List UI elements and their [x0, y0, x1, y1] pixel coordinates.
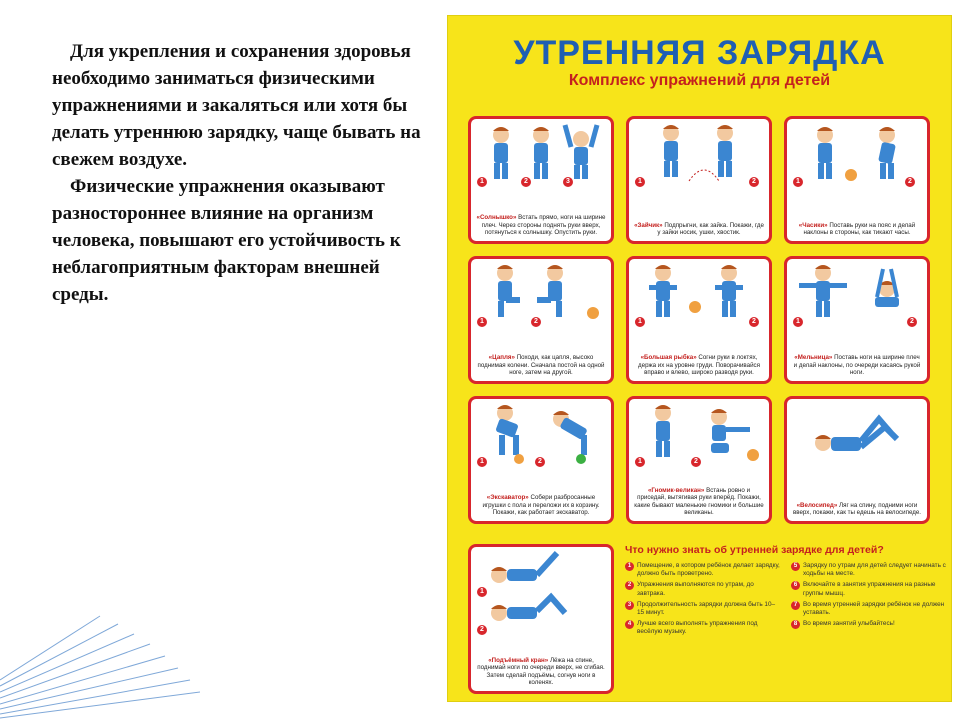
step-number: 1 — [477, 177, 487, 187]
tip-text: Помещение, в котором ребёнок делает зарядку, должно быть проветрено. — [637, 562, 780, 578]
exercise-caption: «Часики» Поставь руки на пояс и делай наклоны в стороны, как тикают часы. — [798, 221, 916, 237]
exercise-caption: «Велосипед» Ляг на спину, подними ноги вверх, покажи, как ты едешь на велосипеде. — [792, 501, 922, 517]
exercise-caption: «Цапля» Походи, как цапля, высоко поднимая колени. Сначала постой на одной ноге, затем на другой. — [477, 354, 605, 377]
step-number: 1 — [635, 177, 645, 187]
step-number: 3 — [563, 177, 573, 187]
exercise-caption: «Солнышко» Встать прямо, ноги на ширине плеч. Через стороны поднять руки вверх, потянуться к солнышку. Опустить руки. — [476, 214, 606, 237]
morning-exercise-poster — [447, 15, 952, 702]
paragraph-1: Для укрепления и сохранения здоровья необходимо заниматься физическими упражнениями и закаляться или хотя бы делать утреннюю зарядку, чаще бывать на свежем воздухе. — [52, 41, 421, 170]
exercise-card-gnome — [626, 396, 772, 524]
step-number: 1 — [635, 457, 645, 467]
tip-text: Продолжительность зарядки должна быть 10–15 минут. — [637, 600, 776, 617]
tip-text: Включайте в занятия упражнения на разные группы мышц. — [803, 581, 936, 597]
step-number: 1 — [635, 317, 645, 327]
exercise-caption: «Гномик-великан» Встань ровно и приседай, вытягивая руки вперёд. Покажи, какие бывают маленькие гномики и большие великаны. — [634, 486, 764, 517]
tips-column-right: 5 Зарядку по утрам для детей следует начинать с ходьбы на месте. 6 Включайте в занятия упражнения на разные группы мышц. 7 Во время утренней зарядки ребёнок не должен уставать. 8 Во время занятий улыбайтесь! — [791, 562, 947, 640]
tip-text: Зарядку по утрам для детей следует начинать с ходьбы на месте. — [803, 562, 946, 578]
step-number: 1 — [477, 457, 487, 467]
exercise-card-heron — [468, 256, 614, 384]
exercise-card-fish — [626, 256, 772, 384]
step-number: 2 — [521, 177, 531, 187]
poster-title: УТРЕННЯЯ ЗАРЯДКА — [513, 34, 886, 72]
tip-text: Упражнения выполняются по утрам, до завтрака. — [637, 581, 754, 597]
exercise-card-sun — [468, 116, 614, 244]
exercise-card-crane — [468, 544, 614, 694]
step-number: 2 — [907, 317, 917, 327]
exercise-caption: «Подъёмный кран» Лёжа на спине, поднимай ноги по очереди вверх, не сгибая. Затем сделай подъёмы, согнув ноги в коленях. — [477, 656, 605, 687]
child-figures-illustration — [787, 399, 927, 469]
exercise-caption: «Мельница» Поставь ноги на ширине плеч и делай наклоны, по очереди касаясь рукой ноги. — [793, 354, 921, 377]
tips-section — [625, 544, 947, 694]
exercise-caption: «Зайчик» Подпрыгни, как зайка. Покажи, где у зайки носик, ушки, хвостик. — [634, 221, 764, 237]
step-number: 2 — [749, 177, 759, 187]
step-number: 2 — [477, 625, 487, 635]
child-figures-illustration — [629, 259, 769, 329]
step-number: 2 — [691, 457, 701, 467]
step-number: 1 — [793, 177, 803, 187]
step-number: 1 — [477, 587, 487, 597]
exercise-card-bunny — [626, 116, 772, 244]
child-figures-illustration — [471, 547, 611, 637]
exercise-card-excavator — [468, 396, 614, 524]
step-number: 2 — [749, 317, 759, 327]
child-figures-illustration — [471, 119, 611, 189]
paragraph-2: Физические упражнения оказывают разностороннее влияние на организм человека, повышают его устойчивость к неблагоприятным факторам внешней среды. — [52, 176, 401, 305]
poster-subtitle: Комплекс упражнений для детей — [568, 72, 831, 89]
step-number: 2 — [531, 317, 541, 327]
decorative-corner-lines — [0, 580, 200, 720]
step-number: 1 — [793, 317, 803, 327]
step-number: 1 — [477, 317, 487, 327]
exercise-caption: «Большая рыбка» Согни руки в локтях, держа их на уровне груди. Поворачивайся вправо и влево, широко разводя руки. — [638, 354, 760, 377]
exercise-card-bicycle — [784, 396, 930, 524]
tips-column-left: 1 Помещение, в котором ребёнок делает зарядку, должно быть проветрено. 2 Упражнения выполняются по утрам, до завтрака. 3 Продолжительность зарядки должна быть 10–15 минут. 4 Лучше всего выполнять упражнения под весёлую музыку. — [625, 562, 781, 640]
child-figures-illustration — [471, 259, 611, 329]
main-text — [52, 38, 437, 308]
tips-title: Что нужно знать об утренней зарядке для детей? — [625, 544, 884, 556]
tip-text: Во время утренней зарядки ребёнок не должен уставать. — [803, 600, 945, 617]
child-figures-illustration — [629, 119, 769, 189]
tip-text: Во время занятий улыбайтесь! — [803, 620, 895, 628]
exercise-caption: «Экскаватор» Собери разбросанные игрушки с пола и переложи их в корзину. Покажи, как работает экскаватор. — [482, 494, 600, 517]
child-figures-illustration — [787, 259, 927, 329]
exercise-card-mill — [784, 256, 930, 384]
tip-text: Лучше всего выполнять упражнения под весёлую музыку. — [637, 620, 758, 636]
exercise-card-clock — [784, 116, 930, 244]
step-number: 2 — [905, 177, 915, 187]
step-number: 2 — [535, 457, 545, 467]
